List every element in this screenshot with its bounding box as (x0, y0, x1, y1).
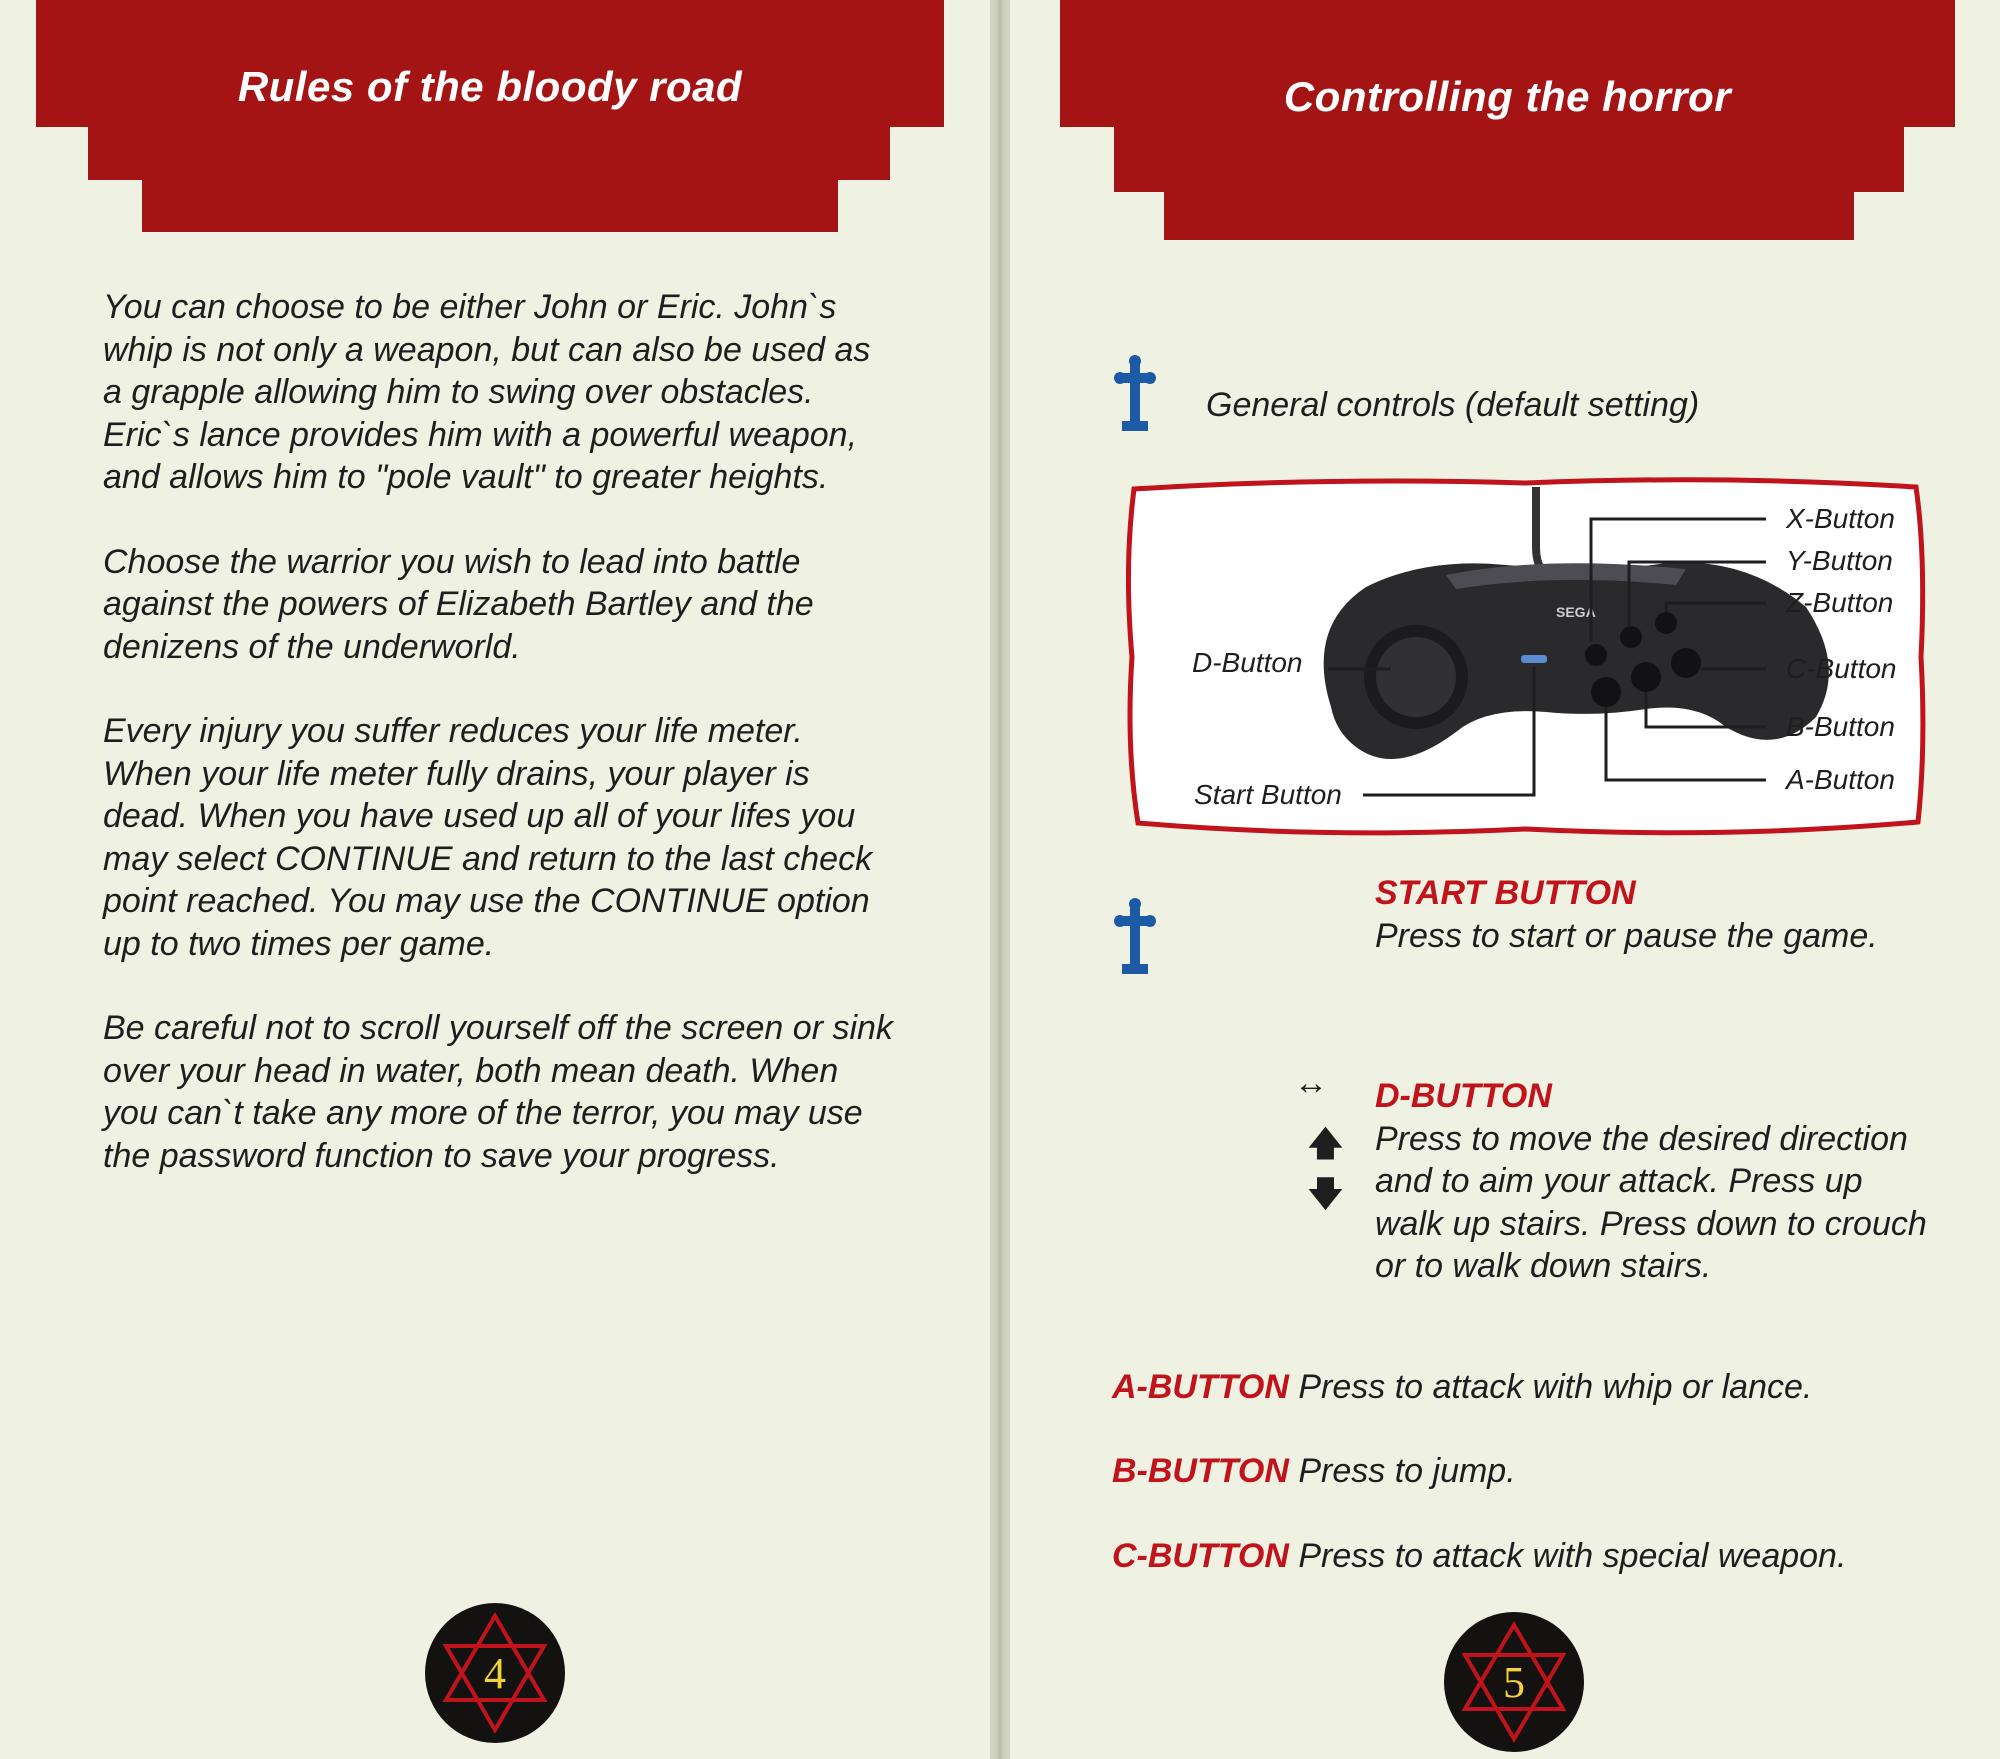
left-header-title: Rules of the bloody road (237, 63, 743, 110)
paragraph-password: Be careful not to scroll yourself off the screen or sink over your head in water, both mean death. When you can`t take any more of the terror, you may use the password function to save your progress. (103, 1009, 893, 1175)
start-button-text: Press to start or pause the game. (1375, 916, 1878, 955)
c-button-row (1112, 1537, 1846, 1576)
right-header-banner (1010, 0, 2000, 240)
start-button-section (1375, 872, 1935, 957)
arrow-up-icon: 🡅 (1308, 1125, 1343, 1163)
arrow-down-icon: 🡇 (1308, 1175, 1343, 1213)
page-number-left: 4 (484, 1649, 506, 1698)
b-button-row (1112, 1452, 1516, 1491)
label-d-button: D-Button (1192, 647, 1303, 678)
start-button-title: START BUTTON (1375, 874, 1636, 912)
page-number-badge-left (424, 1602, 566, 1744)
d-button-section (1375, 1075, 1935, 1288)
page-number-badge-right (1443, 1611, 1585, 1753)
general-controls-heading: General controls (default setting) (1206, 386, 1700, 424)
paragraph-life-meter: Every injury you suffer reduces your life meter. When your life meter fully drains, your player is dead. When you have used up all of your lifes you may select CONTINUE and return to the last check point reached. You may use the CONTINUE option up to two times per game. (103, 712, 873, 963)
d-button-title: D-BUTTON (1375, 1077, 1552, 1115)
cross-icon (1114, 355, 1156, 440)
left-page (0, 0, 990, 1759)
left-body-text (103, 286, 893, 1219)
label-x-button: X-Button (1786, 503, 1895, 534)
paragraph-characters: You can choose to be either John or Eric. John`s whip is not only a weapon, but can also be used as a grapple allowing him to swing over obstacles. Eric`s lance provides him with a powerful weapon, and allows him to "pole vault" to greater heights. (103, 288, 871, 496)
label-start-button: Start Button (1194, 779, 1342, 810)
sega-logo: SEGA (1556, 604, 1596, 620)
b-button-text: Press to jump. (1298, 1452, 1516, 1490)
label-y-button: Y-Button (1786, 545, 1893, 576)
page-number-right: 5 (1503, 1658, 1525, 1707)
label-b-button: B-Button (1786, 711, 1895, 742)
label-c-button: C-Button (1786, 653, 1897, 684)
c-button-text: Press to attack with special weapon. (1298, 1537, 1847, 1575)
label-a-button: A-Button (1786, 764, 1895, 795)
right-page (1010, 0, 2000, 1759)
b-button-label: B-BUTTON (1112, 1452, 1289, 1490)
cross-icon (1114, 898, 1156, 983)
a-button-text: Press to attack with whip or lance. (1298, 1368, 1813, 1406)
a-button-label: A-BUTTON (1112, 1368, 1289, 1406)
a-button-row (1112, 1368, 1812, 1407)
left-header-banner (0, 0, 990, 240)
d-button-text: Press to move the desired direction and to aim your attack. Press up walk up stairs. Press down to crouch or to walk down stairs. (1375, 1119, 1927, 1285)
c-button-label: C-BUTTON (1112, 1537, 1289, 1575)
label-z-button: Z-Button (1786, 587, 1894, 618)
hexagram-icon (1443, 1611, 1585, 1753)
paragraph-choose-warrior: Choose the warrior you wish to lead into battle against the powers of Elizabeth Bartley and the denizens of the underworld. (103, 542, 814, 666)
right-header-title: Controlling the horror (1283, 73, 1732, 120)
hexagram-icon (424, 1602, 566, 1744)
controller-diagram (1126, 477, 1926, 839)
arrow-left-right-icon: ↔ (1294, 1064, 1328, 1102)
